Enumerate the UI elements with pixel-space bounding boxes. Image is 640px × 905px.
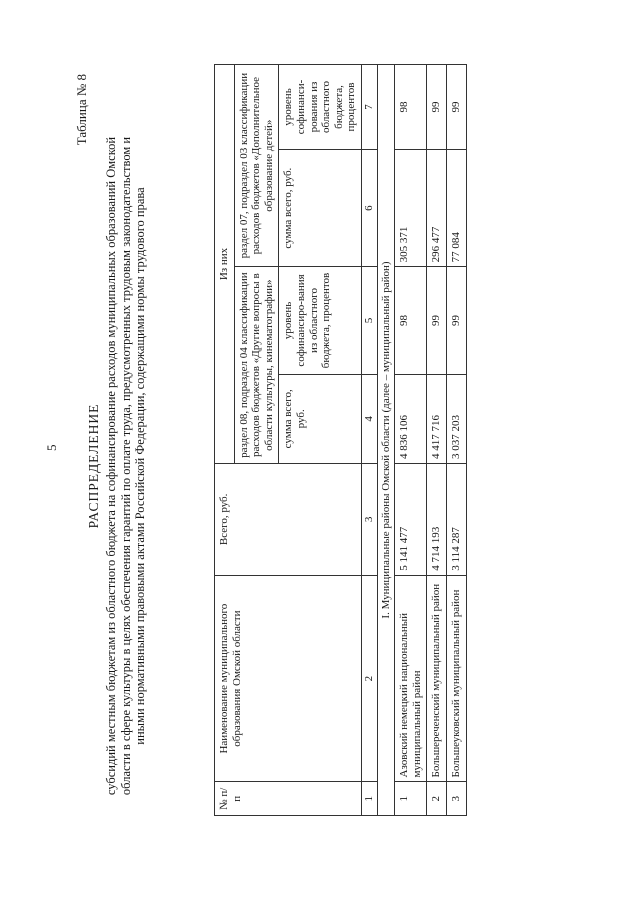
column-number: 2 <box>361 575 377 782</box>
column-number: 1 <box>361 782 377 816</box>
row-sum-08: 4 836 106 <box>395 374 427 463</box>
table-label: Таблица № 8 <box>74 74 89 146</box>
column-number-row <box>361 65 377 816</box>
page-number: 5 <box>44 444 59 451</box>
row-level-07: 99 <box>446 65 466 150</box>
section-row <box>377 65 395 816</box>
header-sum-total: сумма всего, руб. <box>279 149 362 266</box>
header-row <box>215 65 235 816</box>
row-name: Большеуковский муниципальный район <box>446 575 466 782</box>
row-num: 1 <box>395 782 427 816</box>
row-level-08: 99 <box>427 267 447 374</box>
row-sum-07: 296 477 <box>427 149 447 266</box>
column-number: 5 <box>361 267 377 374</box>
column-number: 3 <box>361 464 377 576</box>
row-name: Большереченский муниципальный район <box>427 575 447 782</box>
section-title: I. Муниципальные районы Омской области (далее – муниципальный район) <box>377 65 395 816</box>
table-row <box>427 65 447 816</box>
column-number: 4 <box>361 374 377 463</box>
row-level-08: 98 <box>395 267 427 374</box>
document-title: РАСПРЕДЕЛЕНИЕ <box>86 403 101 529</box>
header-section-07: раздел 07, подраздел 03 классификации расходов бюджетов «Дополнительное образование детей» <box>234 65 279 267</box>
distribution-table <box>214 64 467 816</box>
row-level-07: 98 <box>395 65 427 150</box>
row-level-07: 99 <box>427 65 447 150</box>
header-total: Всего, руб. <box>215 464 362 576</box>
row-total: 3 114 287 <box>446 464 466 576</box>
row-sum-08: 3 037 203 <box>446 374 466 463</box>
table-row <box>395 65 427 816</box>
row-num: 2 <box>427 782 447 816</box>
header-level: уровень софинанси-рования из областного бюджета, процентов <box>279 65 362 150</box>
header-name: Наименование муниципального образования Омской области <box>215 575 362 782</box>
row-sum-07: 305 371 <box>395 149 427 266</box>
row-total: 5 141 477 <box>395 464 427 576</box>
document-subtitle: субсидий местным бюджетам из областного бюджета на софинансирование расходов муниципальных образований Омской области в сфере культуры в целях обеспечения гарантий по оплате труда, предусмотренных трудовым законодательством и иными нормативными правовыми актами Российской Федерации, содержащими нормы трудового права <box>104 136 148 796</box>
header-num: № п/п <box>215 782 362 816</box>
row-sum-07: 77 084 <box>446 149 466 266</box>
row-total: 4 714 193 <box>427 464 447 576</box>
column-number: 6 <box>361 149 377 266</box>
row-name: Азовский немецкий национальный муниципальный район <box>395 575 427 782</box>
table-row <box>446 65 466 816</box>
row-sum-08: 4 417 716 <box>427 374 447 463</box>
row-level-08: 99 <box>446 267 466 374</box>
header-of-which: Из них <box>215 65 235 464</box>
header-sum-total: сумма всего, руб. <box>279 374 362 463</box>
row-num: 3 <box>446 782 466 816</box>
column-number: 7 <box>361 65 377 150</box>
rotated-page <box>56 56 616 876</box>
header-section-08: раздел 08, подраздел 04 классификации расходов бюджетов «Другие вопросы в области культуры, кинематографии» <box>234 267 279 464</box>
header-level: уровень софинансиро-вания из областного бюджета, процентов <box>279 267 362 374</box>
